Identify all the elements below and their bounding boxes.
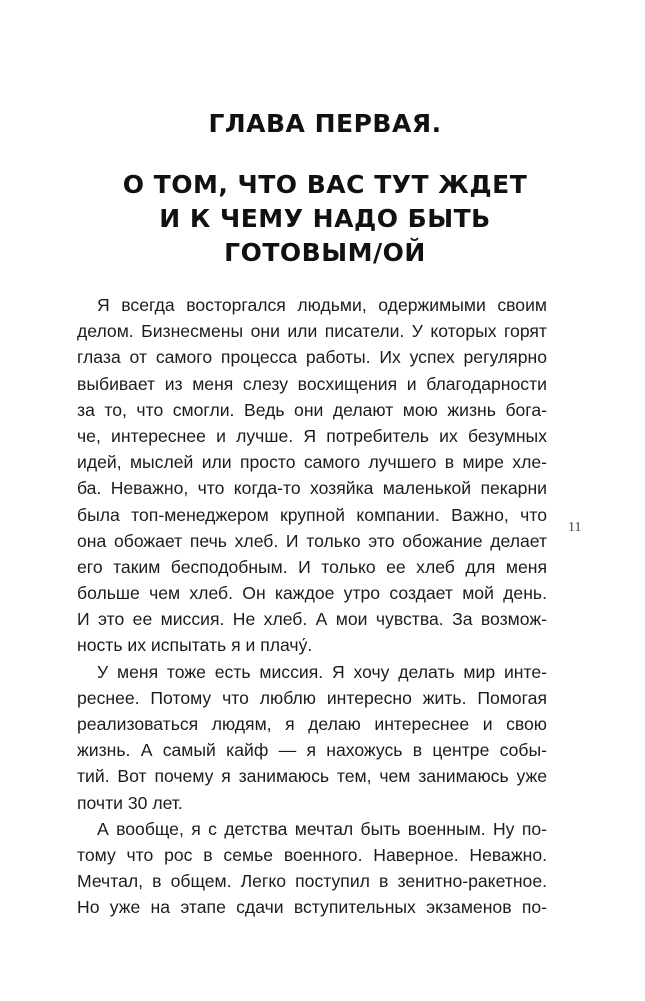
- text-line: делом. Бизнесмены они или писатели. У которых горят: [77, 321, 547, 342]
- page-number: 11: [568, 520, 582, 535]
- text-line: почти 30 лет.: [77, 792, 183, 813]
- chapter-subtitle-line: О ТОМ, ЧТО ВАС ТУТ ЖДЕТ: [122, 170, 528, 199]
- chapter-subtitle: [60, 168, 590, 270]
- text-line: больше чем хлеб. Он каждое утро создает мой день.: [77, 583, 547, 604]
- text-line: Я всегда восторгался людьми, одержимыми своим: [97, 295, 547, 315]
- text-line: реснее. Потому что люблю интересно жить. Помогая: [77, 687, 547, 708]
- text-line: А вообще, я с детства мечтал быть военным. Ну по-: [97, 818, 547, 839]
- text-line: его таким бесподобным. И только ее хлеб для меня: [77, 556, 547, 577]
- text-line: была топ-менеджером крупной компании. Важно, что: [77, 504, 547, 525]
- text-line: выбивает из меня слезу восхищения и благодарности: [77, 373, 547, 394]
- text-line: ность их испытать я и плачу́.: [77, 635, 313, 656]
- text-line: жизнь. А самый кайф — я нахожусь в центре собы-: [77, 740, 547, 761]
- chapter-subtitle-line: ГОТОВЫМ/ОЙ: [224, 238, 426, 267]
- text-line: ба. Неважно, что когда-то хозяйка маленькой пекарни: [77, 478, 547, 499]
- text-line: И это ее миссия. Не хлеб. А мои чувства. За возмож-: [77, 609, 547, 630]
- text-line: че, интереснее и лучше. Я потребитель их безумных: [77, 425, 547, 446]
- text-line: она обожает печь хлеб. И только это обожание делает: [77, 530, 547, 551]
- text-line: идей, мыслей или просто самого лучшего в мире хле-: [77, 452, 547, 473]
- chapter-title: ГЛАВА ПЕРВАЯ.: [208, 109, 442, 138]
- text-line: глаза от самого процесса работы. Их успех регулярно: [77, 347, 547, 368]
- text-line: Но уже на этапе сдачи вступительных экзаменов по-: [77, 897, 547, 918]
- chapter-subtitle-line: И К ЧЕМУ НАДО БЫТЬ: [159, 204, 491, 233]
- text-line: тий. Вот почему я занимаюсь тем, чем занимаюсь уже: [77, 766, 547, 787]
- text-line: за то, что смогли. Ведь они делают мою жизнь бога-: [77, 399, 547, 420]
- text-line: тому что рос в семье военного. Наверное. Неважно.: [77, 844, 547, 865]
- text-line: реализоваться людям, я делаю интереснее и свою: [77, 714, 547, 734]
- body-text: [77, 292, 547, 921]
- text-line: Мечтал, в общем. Легко поступил в зенитно-ракетное.: [77, 871, 547, 892]
- text-line: У меня тоже есть миссия. Я хочу делать мир инте-: [97, 661, 547, 682]
